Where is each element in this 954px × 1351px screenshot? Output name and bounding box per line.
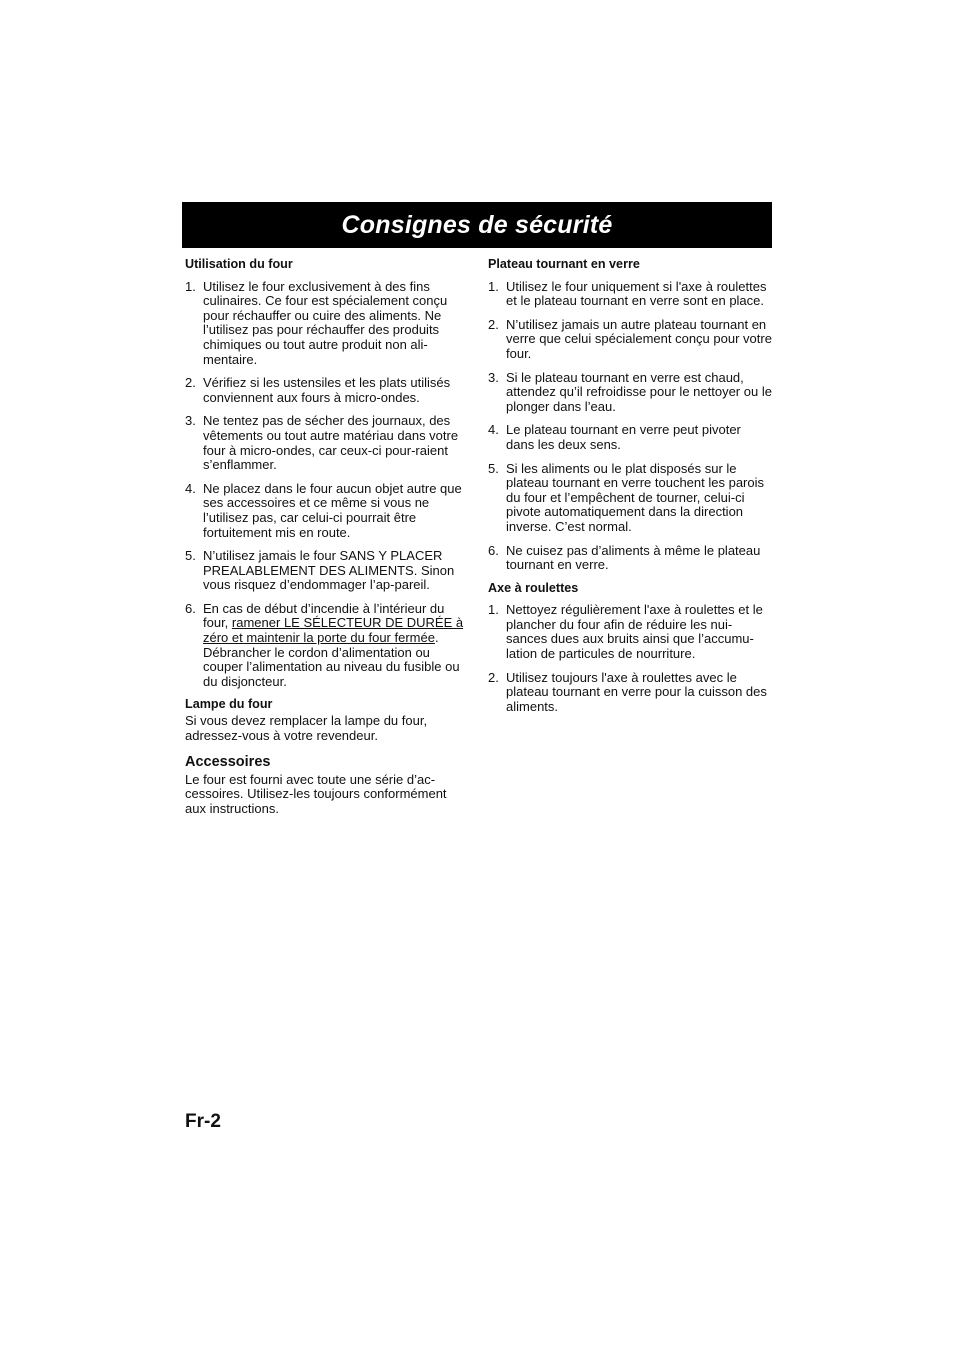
list-item: 6. En cas de début d’incendie à l’intérieur du four, ramener LE SÉLECTEUR DE DURÉE à zéro et maintenir la porte du four fermée. Débrancher le cordon d’alimentation ou couper l’alimentation au niveau du fusible ou du disjoncteur. <box>185 600 464 689</box>
list-item: 4. Le plateau tournant en verre peut pivoter dans les deux sens. <box>488 422 741 452</box>
heading-utilisation-du-four: Utilisation du four <box>185 257 293 271</box>
list-item: 5. Si les aliments ou le plat disposés sur le plateau tournant en verre touchent les parois du four et l’empêchent de tourner, celui-ci pivote automatiquement dans la direction inverse. C’est normal. <box>488 460 765 534</box>
heading-accessoires: Accessoires <box>185 754 271 771</box>
heading-axe-a-roulettes: Axe à roulettes <box>488 580 579 595</box>
list-utilisation <box>185 280 470 690</box>
accessories-paragraph: Le four est fourni avec toute une série d’ac-cessoires. Utilisez-les toujours conformément aux instructions. <box>185 771 447 816</box>
list-item: 1. Nettoyez régulièrement l'axe à roulettes et le plancher du four afin de réduire les nui-sances dues aux bruits ainsi que l’accumu-lation de particules de nourriture. <box>488 602 763 662</box>
list-item: 2. Utilisez toujours l'axe à roulettes avec le plateau tournant en verre pour la cuisson des aliments. <box>488 669 767 714</box>
list-item: 4. Ne placez dans le four aucun objet autre que ses accessoires et ce même si vous ne l’utilisez pas, car celui-ci pourrait être fortuitement mis en route. <box>185 480 462 540</box>
right-column <box>488 257 772 724</box>
list-axe <box>488 603 772 714</box>
heading-lampe-du-four: Lampe du four <box>185 697 273 712</box>
list-item: 3. Si le plateau tournant en verre est chaud, attendez qu’il refroidisse pour le nettoyer ou le plonger dans l’eau. <box>488 369 772 414</box>
page-number: Fr-2 <box>185 1111 221 1132</box>
title-banner <box>182 202 772 248</box>
list-plateau <box>488 280 772 573</box>
heading-plateau-tournant: Plateau tournant en verre <box>488 257 640 271</box>
list-item: 5. N’utilisez jamais le four SANS Y PLACER PREALABLEMENT DES ALIMENTS. Sinon vous risquez d’endommager l’ap-pareil. <box>185 548 455 593</box>
underlined-instruction: ramener LE SÉLECTEUR DE DURÉE à zéro et maintenir la porte du four fermée <box>203 615 464 646</box>
list-item: 2. N’utilisez jamais un autre plateau tournant en verre que celui spécialement conçu pour votre four. <box>488 316 772 361</box>
lamp-paragraph: Si vous devez remplacer la lampe du four, adressez-vous à votre revendeur. <box>185 713 428 743</box>
page-title: Consignes de sécurité <box>341 210 613 239</box>
list-item: 1. Utilisez le four exclusivement à des fins culinaires. Ce four est spécialement conçu pour réchauffer ou cuire des aliments. Ne l’utilisez pas pour réchauffer des produits chimiques ou tout autre produit non ali-mentaire. <box>185 278 448 367</box>
list-item: 2. Vérifiez si les ustensiles et les plats utilisés conviennent aux fours à micro-ondes. <box>185 375 451 405</box>
list-item: 1. Utilisez le four uniquement si l'axe à roulettes et le plateau tournant en verre sont en place. <box>488 278 767 309</box>
left-column <box>185 257 470 817</box>
list-item: 6. Ne cuisez pas d’aliments à même le plateau tournant en verre. <box>488 542 761 573</box>
list-item: 3. Ne tentez pas de sécher des journaux, des vêtements ou tout autre matériau dans votre four à micro-ondes, car ceux-ci pour-raient s’enflammer. <box>185 413 459 473</box>
